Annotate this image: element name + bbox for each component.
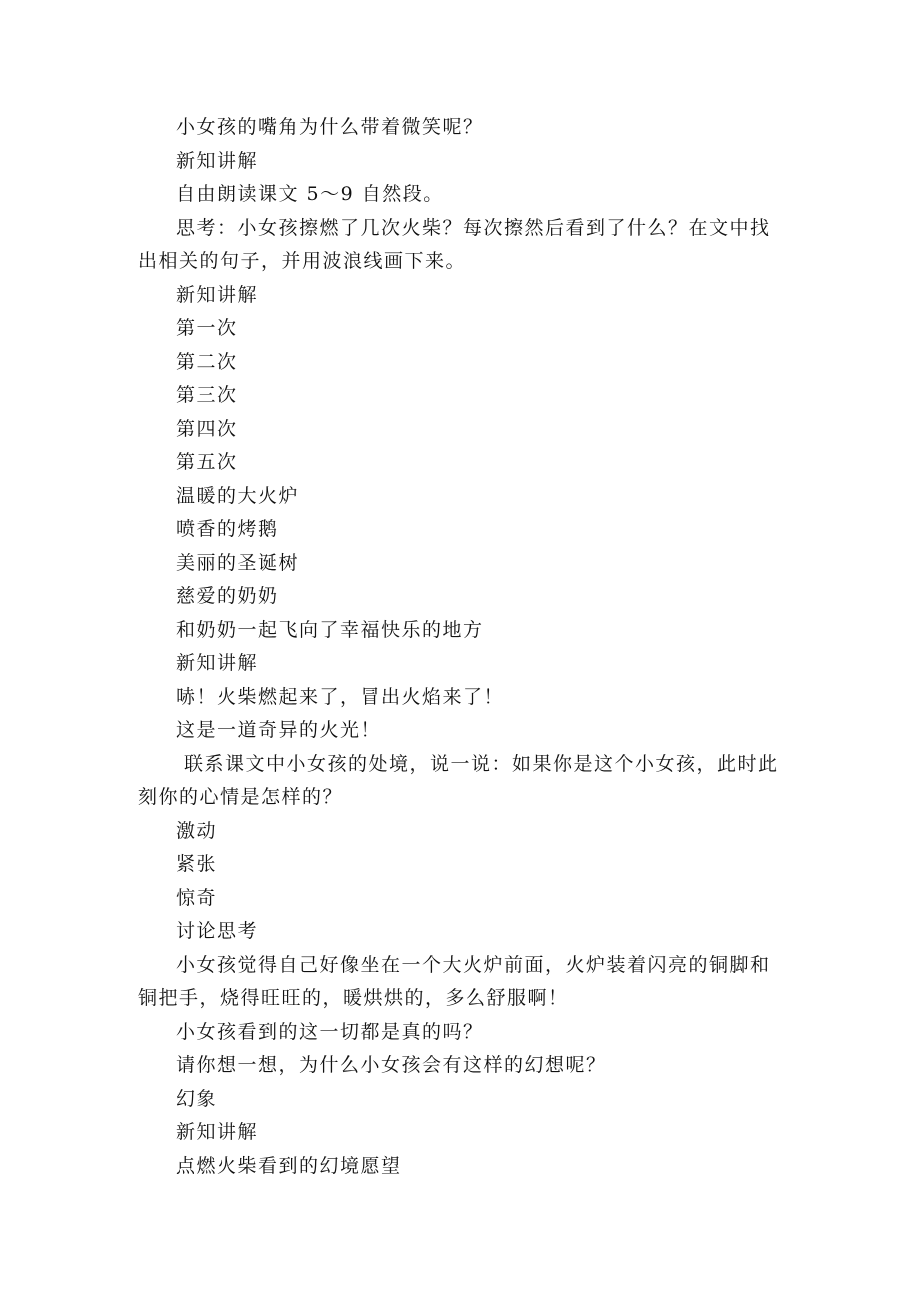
list-item: 第一次 (176, 317, 238, 339)
section-heading: 新知讲解 (176, 652, 259, 674)
section-heading: 新知讲解 (176, 283, 259, 306)
list-item: 美丽的圣诞树 (176, 551, 300, 574)
list-item: 激动 (176, 819, 218, 842)
list-item: 幻象 (176, 1087, 218, 1110)
list-item: 和奶奶一起飞向了幸福快乐的地方 (176, 618, 484, 641)
paragraph: 点燃火柴看到的幻境愿望 (176, 1154, 402, 1177)
paragraph: 小女孩看到的这一切都是真的吗？ (176, 1020, 484, 1043)
paragraph: 小女孩的嘴角为什么带着微笑呢？ (176, 116, 484, 138)
section-heading: 新知讲解 (176, 149, 259, 172)
list-item: 温暖的大火炉 (176, 484, 300, 507)
list-item: 第二次 (176, 350, 238, 373)
paragraph: 这是一道奇异的火光！ (176, 719, 382, 741)
section-heading: 新知讲解 (176, 1121, 259, 1143)
list-item: 慈爱的奶奶 (176, 585, 279, 607)
list-item: 第四次 (176, 417, 238, 440)
list-item: 第三次 (176, 384, 238, 406)
paragraph: 小女孩觉得自己好像坐在一个大火炉前面，火炉装着闪亮的铜脚和铜把手，烧得旺旺的，暖烘烘的，多么舒服啊！ (138, 953, 771, 1009)
document-body (138, 111, 790, 1183)
paragraph: 思考：小女孩擦燃了几次火柴？每次擦然后看到了什么？在文中找出相关的句子，并用波浪线画下来。 (138, 216, 771, 272)
list-item: 喷香的烤鹅 (176, 518, 279, 540)
list-item: 紧张 (176, 853, 218, 875)
section-heading: 讨论思考 (176, 920, 259, 942)
list-item: 第五次 (176, 451, 238, 473)
paragraph: 联系课文中小女孩的处境，说一说：如果你是这个小女孩，此时此刻你的心情是怎样的？ (138, 752, 779, 808)
paragraph: 自由朗读课文 5～9 自然段。 (176, 183, 444, 205)
list-item: 惊奇 (176, 886, 218, 909)
paragraph: 哧！火柴燃起来了，冒出火焰来了！ (176, 685, 505, 708)
paragraph: 请你想一想，为什么小女孩会有这样的幻想呢？ (176, 1054, 607, 1076)
